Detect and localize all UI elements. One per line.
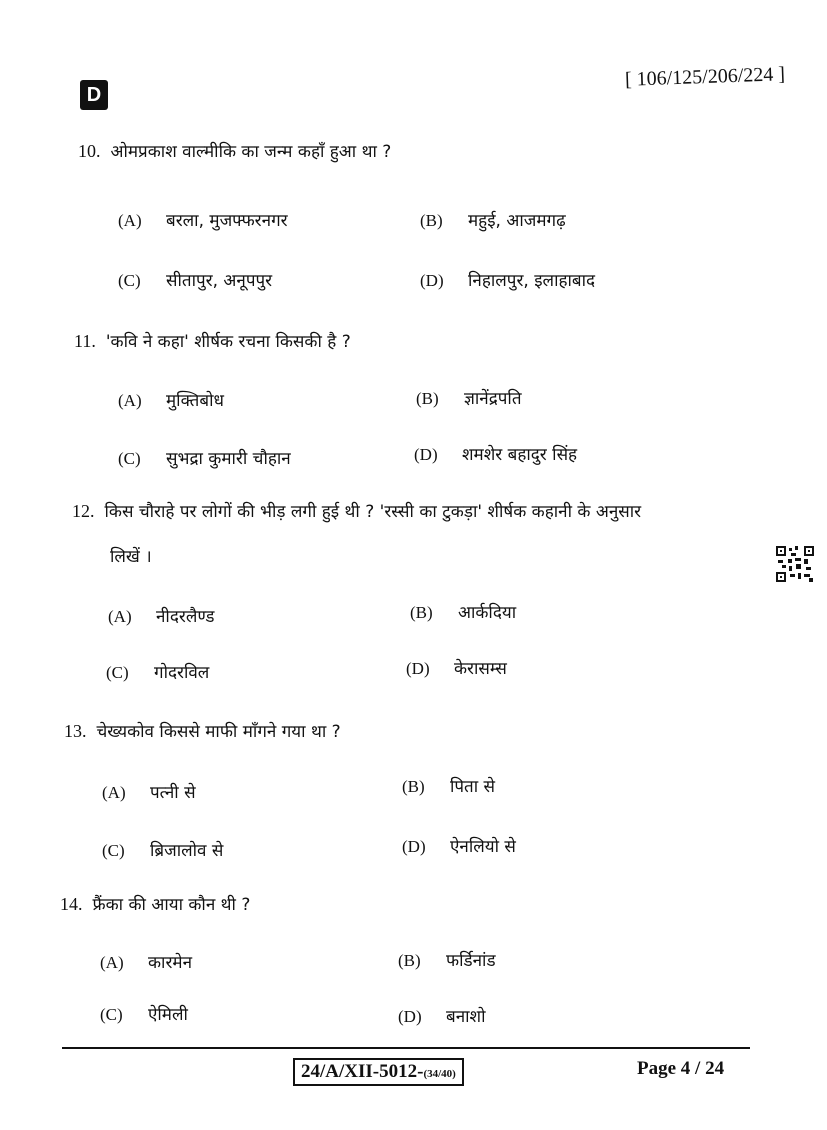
- option-11-c: [118, 446, 291, 469]
- option-12-b: [410, 600, 516, 623]
- paper-code-main: 24/A/XII-5012-: [301, 1061, 424, 1082]
- question-11: [74, 330, 351, 353]
- option-label: (C): [106, 663, 129, 682]
- option-label: (B): [398, 951, 421, 970]
- option-label: (C): [102, 841, 125, 860]
- footer-paper-code: [293, 1058, 464, 1086]
- option-label: (B): [416, 389, 439, 408]
- question-number: 10.: [78, 141, 101, 161]
- option-text: कारमेन: [148, 953, 193, 973]
- option-label: (D): [414, 445, 438, 464]
- option-label: (C): [118, 449, 141, 468]
- question-text: फ्रैंका की आया कौन थी ?: [92, 895, 251, 915]
- option-label: (A): [118, 391, 142, 410]
- option-10-d: [420, 268, 595, 291]
- option-12-a: [108, 604, 215, 627]
- qr-code-icon: [776, 546, 814, 582]
- option-14-d: [398, 1004, 486, 1027]
- option-13-c: [102, 838, 223, 861]
- option-13-b: [402, 774, 495, 797]
- option-label: (C): [100, 1005, 123, 1024]
- option-label: (D): [406, 659, 430, 678]
- question-12-continued: लिखें ।: [110, 547, 152, 567]
- option-14-a: [100, 950, 192, 973]
- option-text: निहालपुर, इलाहाबाद: [468, 271, 596, 291]
- option-text: बनाशो: [446, 1007, 486, 1027]
- option-text: ऐनलियो से: [450, 837, 516, 857]
- option-text: ज्ञानेंद्रपति: [464, 389, 522, 409]
- question-number: 12.: [72, 501, 95, 521]
- question-text: किस चौराहे पर लोगों की भीड़ लगी हुई थी ? 'रस्सी का टुकड़ा' शीर्षक कहानी के अनुसार: [104, 502, 642, 522]
- paper-codes: [ 106/125/206/224 ]: [624, 63, 786, 91]
- option-label: (A): [108, 607, 132, 626]
- question-14: [60, 893, 250, 916]
- paper-code-fraction: (34/40): [423, 1068, 456, 1080]
- option-label: (B): [420, 211, 443, 230]
- option-text: ब्रिजालोव से: [150, 841, 224, 861]
- option-12-d: [406, 656, 507, 679]
- option-12-c: [106, 660, 209, 683]
- option-label: (B): [402, 777, 425, 796]
- question-number: 14.: [60, 894, 83, 914]
- option-text: फर्डिनांड: [446, 951, 496, 971]
- option-14-c: [100, 1002, 188, 1025]
- option-10-c: [118, 268, 272, 291]
- option-13-a: [102, 780, 196, 803]
- option-11-b: [416, 386, 522, 409]
- option-text: केरासम्स: [454, 659, 507, 679]
- option-text: महुई, आजमगढ़: [468, 211, 566, 231]
- option-10-b: [420, 208, 566, 231]
- option-text: मुक्तिबोध: [166, 391, 224, 411]
- option-text: नीदरलैण्ड: [156, 607, 215, 627]
- option-10-a: [118, 208, 288, 231]
- option-text: गोदरविल: [154, 663, 210, 683]
- option-label: (D): [402, 837, 426, 856]
- question-text: चेख्यकोव किससे माफी माँगने गया था ?: [96, 722, 341, 742]
- option-11-d: [414, 442, 577, 465]
- page-number: Page 4 / 24: [637, 1058, 725, 1079]
- option-text: ऐमिली: [148, 1005, 188, 1025]
- option-label: (D): [398, 1007, 422, 1026]
- question-12: [72, 500, 641, 523]
- option-label: (A): [100, 953, 124, 972]
- option-11-a: [118, 388, 224, 411]
- question-number: 11.: [74, 331, 96, 351]
- question-13: [64, 720, 341, 743]
- option-13-d: [402, 834, 516, 857]
- set-badge: D: [80, 80, 108, 110]
- option-label: (B): [410, 603, 433, 622]
- question-number: 13.: [64, 721, 87, 741]
- option-label: (A): [118, 211, 142, 230]
- question-10: [78, 140, 391, 163]
- option-text: बरला, मुजफ्फरनगर: [166, 211, 288, 231]
- option-text: सुभद्रा कुमारी चौहान: [166, 449, 291, 469]
- option-label: (D): [420, 271, 444, 290]
- option-text: शमशेर बहादुर सिंह: [462, 445, 578, 465]
- option-text: पत्नी से: [150, 783, 196, 803]
- option-text: पिता से: [450, 777, 496, 797]
- option-label: (A): [102, 783, 126, 802]
- option-label: (C): [118, 271, 141, 290]
- option-text: आर्कदिया: [458, 603, 517, 623]
- question-text: 'कवि ने कहा' शीर्षक रचना किसकी है ?: [105, 332, 351, 352]
- question-text: ओमप्रकाश वाल्मीकि का जन्म कहाँ हुआ था ?: [110, 142, 392, 162]
- option-text: सीतापुर, अनूपपुर: [166, 271, 273, 291]
- option-14-b: [398, 948, 496, 971]
- footer-divider: [62, 1047, 750, 1049]
